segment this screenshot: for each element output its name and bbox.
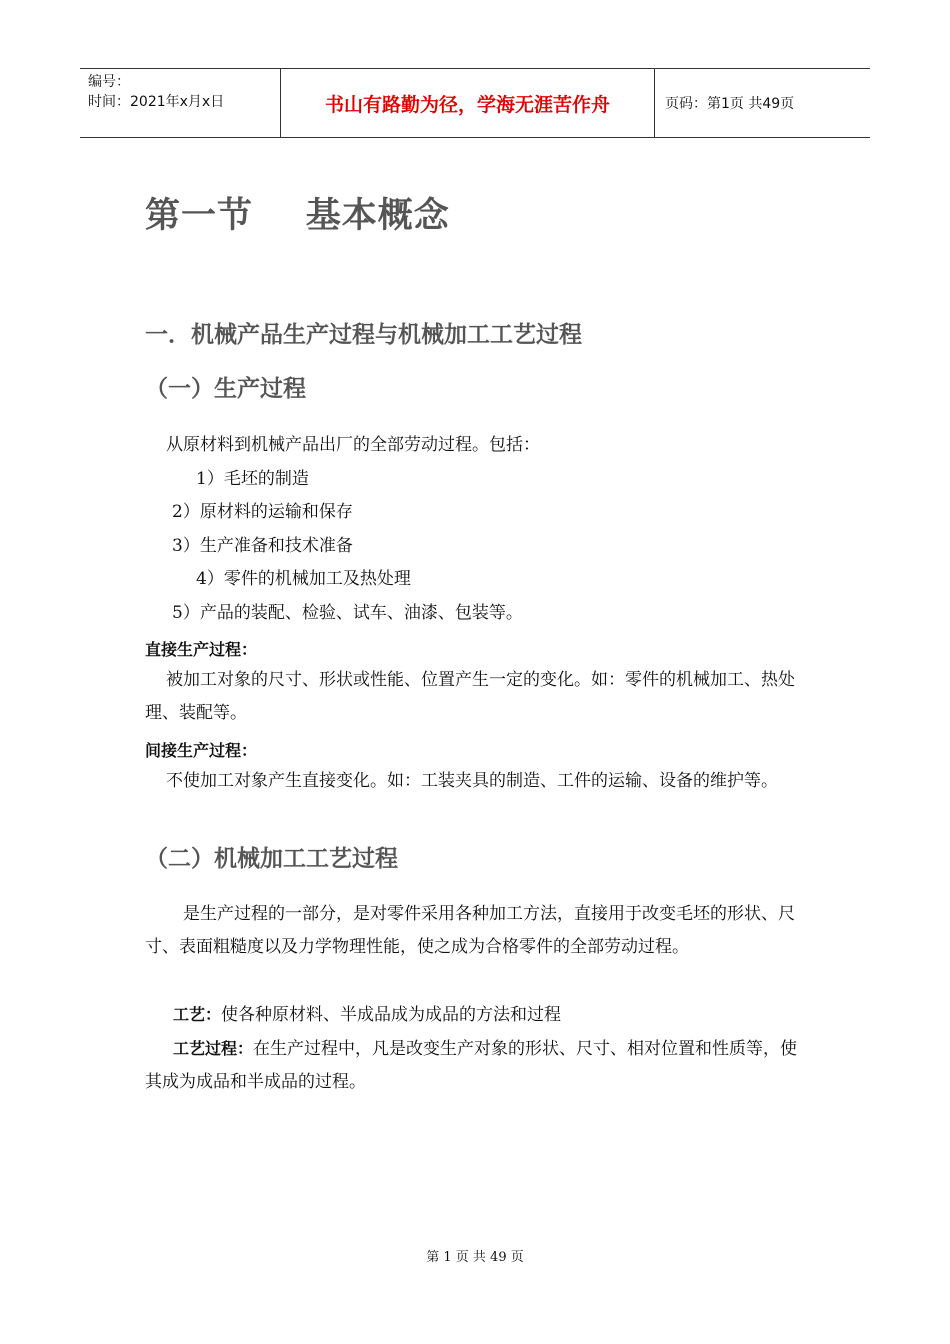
header-page-info: 页码：第1页 共49页	[665, 96, 795, 112]
list-item: 3）生产准备和技术准备	[172, 536, 353, 556]
machining-process-text: 是生产过程的一部分，是对零件采用各种加工方法，直接用于改变毛坯的形状、尺寸、表面粗糙度以及力学物理性能，使之成为合格零件的全部劳动过程。	[145, 904, 795, 957]
subsection-heading-machining: （二）机械加工工艺过程	[145, 846, 398, 872]
time-label: 时间：2021年x月x日	[88, 94, 225, 110]
header-motto: 书山有路勤为径，学海无涯苦作舟	[281, 69, 655, 137]
subsection-heading-production: （一）生产过程	[145, 376, 306, 402]
number-label: 编号：	[88, 74, 130, 90]
indirect-process-label: 间接生产过程：	[145, 741, 258, 760]
page-footer: 第 1 页 共 49 页	[426, 1250, 524, 1265]
indirect-process-text: 不使加工对象产生直接变化。如：工装夹具的制造、工件的运输、设备的维护等。	[166, 771, 778, 791]
process-definition	[145, 1032, 805, 1099]
list-item: 1）毛坯的制造	[196, 469, 309, 489]
craft-text: 使各种原材料、半成品成为成品的方法和过程	[221, 1005, 562, 1025]
page-header	[80, 68, 870, 138]
production-intro: 从原材料到机械产品出厂的全部劳动过程。包括：	[166, 435, 540, 455]
process-label: 工艺过程：	[173, 1039, 254, 1058]
list-item: 5）产品的装配、检验、试车、油漆、包装等。	[172, 603, 523, 623]
direct-process-text: 被加工对象的尺寸、形状或性能、位置产生一定的变化。如：零件的机械加工、热处理、装配等。	[145, 670, 795, 723]
page-title: 第一节 基本概念	[145, 196, 450, 236]
direct-process-label: 直接生产过程：	[145, 640, 258, 659]
list-item: 2）原材料的运输和保存	[172, 502, 353, 522]
list-item: 4）零件的机械加工及热处理	[196, 569, 411, 589]
craft-definition	[145, 998, 805, 1032]
process-text: 在生产过程中，凡是改变生产对象的形状、尺寸、相对位置和性质等，使其成为成品和半成品的过程。	[145, 1039, 798, 1092]
header-meta	[80, 69, 281, 137]
craft-label: 工艺：	[173, 1005, 222, 1024]
section-heading: 一．机械产品生产过程与机械加工工艺过程	[145, 322, 582, 348]
